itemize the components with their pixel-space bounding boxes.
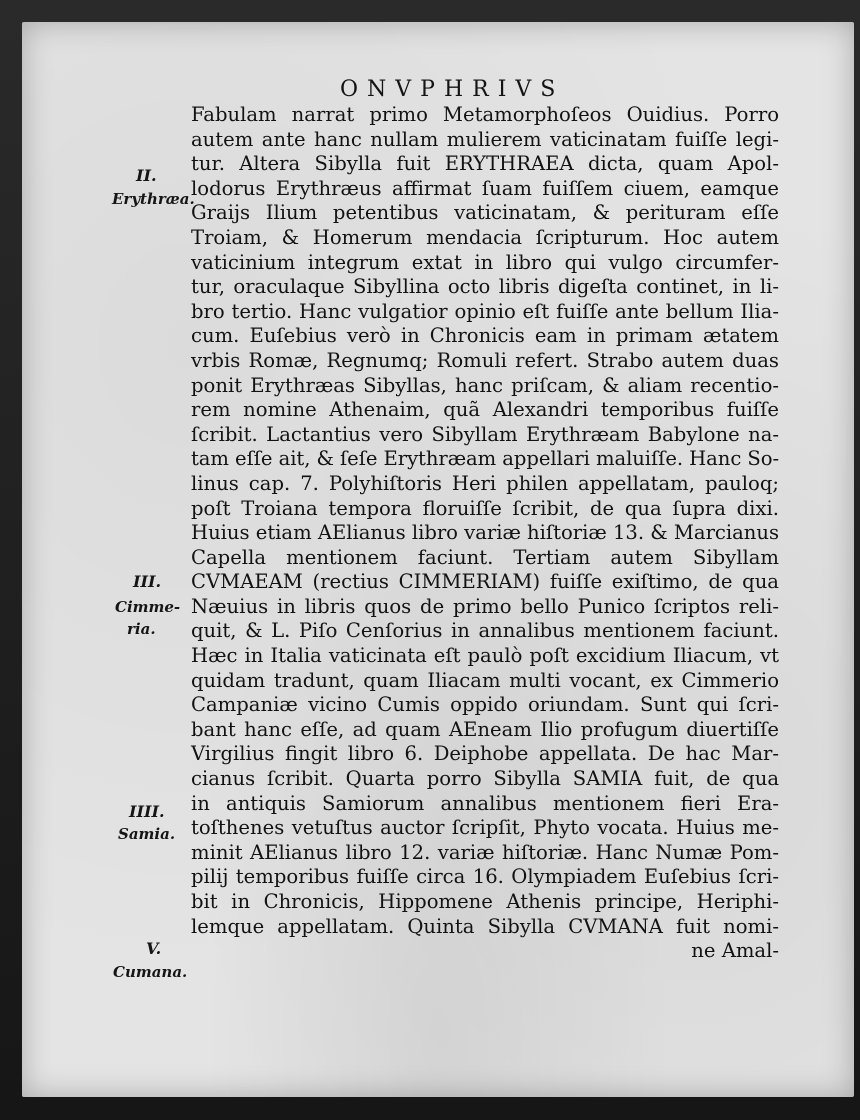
text-line: CVMAEAM (rectius CIMMERIAM) fuiſſe exiſtimo, de qua: [191, 570, 779, 594]
text-line: lodorus Erythræus affirmat ſuam fuiſſem ciuem, eamque: [191, 176, 779, 200]
text-line: minit AElianus libro 12. variæ hiſtoriæ. Hanc Numæ Pom-: [191, 840, 779, 864]
text-line: vaticinium integrum extat in libro qui vulgo circumfer-: [191, 250, 779, 274]
text-line: quidam tradunt, quam Iliacam multi vocant, ex Cimmerio: [191, 668, 779, 692]
running-head: ONVPHRIVS: [340, 77, 565, 102]
text-line: Virgilius fingit libro 6. Deiphobe appellata. De hac Mar-: [191, 742, 779, 766]
marginal-note-iiii: IIII.: [129, 802, 165, 821]
text-line: pilij temporibus fuiſſe circa 16. Olympiadem Euſebius ſcri-: [191, 865, 779, 889]
text-line: ponit Erythræas Sibyllas, hanc priſcam, & aliam recentio-: [191, 373, 779, 397]
text-line: quit, & L. Piſo Cenſorius in annalibus mentionem faciunt.: [191, 619, 779, 643]
marginal-note-erythraea: Erythræa.: [112, 190, 195, 208]
text-line: tam eſſe ait, & ſeſe Erythræam appellari maluiſſe. Hanc So-: [191, 447, 779, 471]
marginal-note-v: V.: [146, 939, 162, 958]
text-line: toſthenes vetuſtus auctor ſcripſit, Phyto vocata. Huius me-: [191, 816, 779, 840]
text-line: Graijs Ilium petentibus vaticinatam, & perituram eſſe: [191, 201, 779, 225]
text-line: Capella mentionem faciunt. Tertiam autem Sibyllam: [191, 545, 779, 569]
catchword-line: ne Amal-: [691, 939, 779, 963]
text-line: rem nomine Athenaim, quã Alexandri temporibus fuiſſe: [191, 398, 779, 422]
text-line: tur, oraculaque Sibyllina octo libris digeſta continet, in li-: [191, 275, 779, 299]
text-line: bant hanc eſſe, ad quam AEneam Ilio profugum diuertiſſe: [191, 717, 779, 741]
text-line: lemque appellatam. Quinta Sibylla CVMANA fuit nomi-: [191, 914, 779, 938]
text-line: linus cap. 7. Polyhiſtoris Heri philen appellatam, pauloq;: [191, 471, 779, 495]
text-line: Huius etiam AElianus libro variæ hiſtoriæ 13. & Marcianus: [191, 521, 779, 545]
text-line: bit in Chronicis, Hippomene Athenis principe, Heriphi-: [191, 890, 779, 913]
marginal-note-samia: Samia.: [118, 825, 176, 843]
text-line: vrbis Romæ, Regnumq; Romuli refert. Strabo autem duas: [191, 348, 779, 372]
marginal-note-iii: III.: [133, 572, 162, 591]
main-text: [191, 103, 779, 964]
text-line: Campaniæ vicino Cumis oppido oriundam. Sunt qui ſcri-: [191, 693, 779, 717]
text-line: cum. Euſebius verò in Chronicis eam in primam ætatem: [191, 324, 779, 348]
marginal-note-cimme: Cimme-: [115, 598, 181, 616]
text-line: Hæc in Italia vaticinata eſt paulò poſt excidium Iliacum, vt: [191, 644, 779, 668]
text-line: ſcribit. Lactantius vero Sibyllam Erythræam Babylone na-: [191, 422, 779, 446]
marginal-note-ii: II.: [136, 166, 157, 185]
text-line: cianus ſcribit. Quarta porro Sibylla SAMIA fuit, de qua: [191, 767, 779, 791]
text-line: Næuius in libris quos de primo bello Punico ſcriptos reli-: [191, 594, 779, 618]
text-line: tur. Altera Sibylla fuit ERYTHRAEA dicta, quam Apol-: [191, 152, 779, 176]
text-line: bro tertio. Hanc vulgatior opinio eſt fuiſſe ante bellum Ilia-: [191, 299, 779, 323]
text-line: Troiam, & Homerum mendacia ſcripturum. Hoc autem: [191, 225, 779, 249]
text-line: poſt Troiana tempora floruiſſe ſcribit, de qua ſupra dixi.: [191, 496, 779, 520]
text-line: in antiquis Samiorum annalibus mentionem fieri Era-: [191, 791, 779, 815]
marginal-note-cumana: Cumana.: [113, 963, 188, 981]
marginal-note-ria: ria.: [127, 620, 156, 638]
text-line: Fabulam narrat primo Metamorphoſeos Ouidius. Porro: [191, 103, 779, 126]
text-line: autem ante hanc nullam mulierem vaticinatam fuiſſe legi-: [191, 127, 779, 151]
